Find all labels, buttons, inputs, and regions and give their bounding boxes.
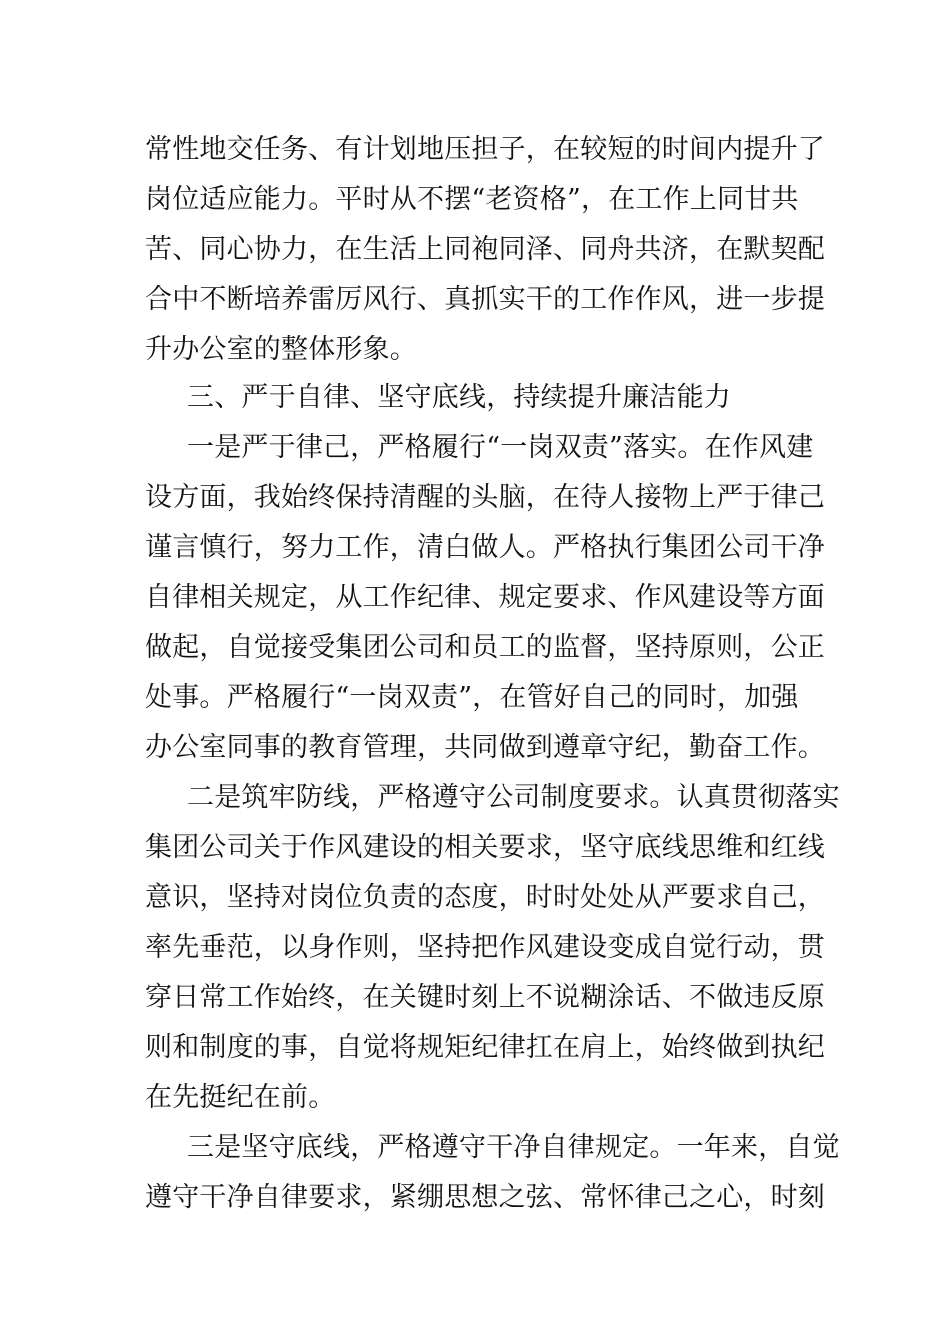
text-line: 率先垂范，以身作则，坚持把作风建设变成自觉行动，贯 — [145, 932, 825, 963]
text-line: 自律相关规定，从工作纪律、规定要求、作风建设等方面 — [145, 582, 825, 613]
text-line: 办公室同事的教育管理，共同做到遵章守纪，勤奋工作。 — [145, 732, 825, 763]
text-line: 处事。严格履行“一岗双责”，在管好自己的同时，加强 — [145, 682, 799, 713]
text-line: 岗位适应能力。平时从不摆“老资格”，在工作上同甘共 — [145, 184, 799, 215]
text-line: 集团公司关于作风建设的相关要求，坚守底线思维和红线 — [145, 832, 825, 863]
text-line: 常性地交任务、有计划地压担子，在较短的时间内提升了 — [145, 134, 825, 165]
text-line: 三是坚守底线，严格遵守干净自律规定。一年来，自觉 — [187, 1132, 840, 1163]
text-line: 苦、同心协力，在生活上同袍同泽、同舟共济，在默契配 — [145, 234, 825, 265]
text-line: 穿日常工作始终，在关键时刻上不说糊涂话、不做违反原 — [145, 982, 825, 1013]
text-line: 一是严于律己，严格履行“一岗双责”落实。在作风建 — [187, 432, 814, 463]
text-line: 意识，坚持对岗位负责的态度，时时处处从严要求自己， — [145, 882, 825, 913]
text-line: 则和制度的事，自觉将规矩纪律扛在肩上，始终做到执纪 — [145, 1032, 825, 1063]
text-line: 遵守干净自律要求，紧绷思想之弦、常怀律己之心，时刻 — [145, 1182, 825, 1213]
text-line: 合中不断培养雷厉风行、真抓实干的工作作风，进一步提 — [145, 284, 825, 315]
section-heading: 三、严于自律、坚守底线，持续提升廉洁能力 — [187, 382, 731, 413]
text-line: 在先挺纪在前。 — [145, 1082, 336, 1113]
text-line: 设方面，我始终保持清醒的头脑，在待人接物上严于律己 — [145, 482, 825, 513]
text-line: 谨言慎行，努力工作，清白做人。严格执行集团公司干净 — [145, 532, 825, 563]
text-line: 二是筑牢防线，严格遵守公司制度要求。认真贯彻落实 — [187, 782, 840, 813]
text-line: 做起，自觉接受集团公司和员工的监督，坚持原则，公正 — [145, 632, 825, 663]
text-line: 升办公室的整体形象。 — [145, 334, 417, 365]
